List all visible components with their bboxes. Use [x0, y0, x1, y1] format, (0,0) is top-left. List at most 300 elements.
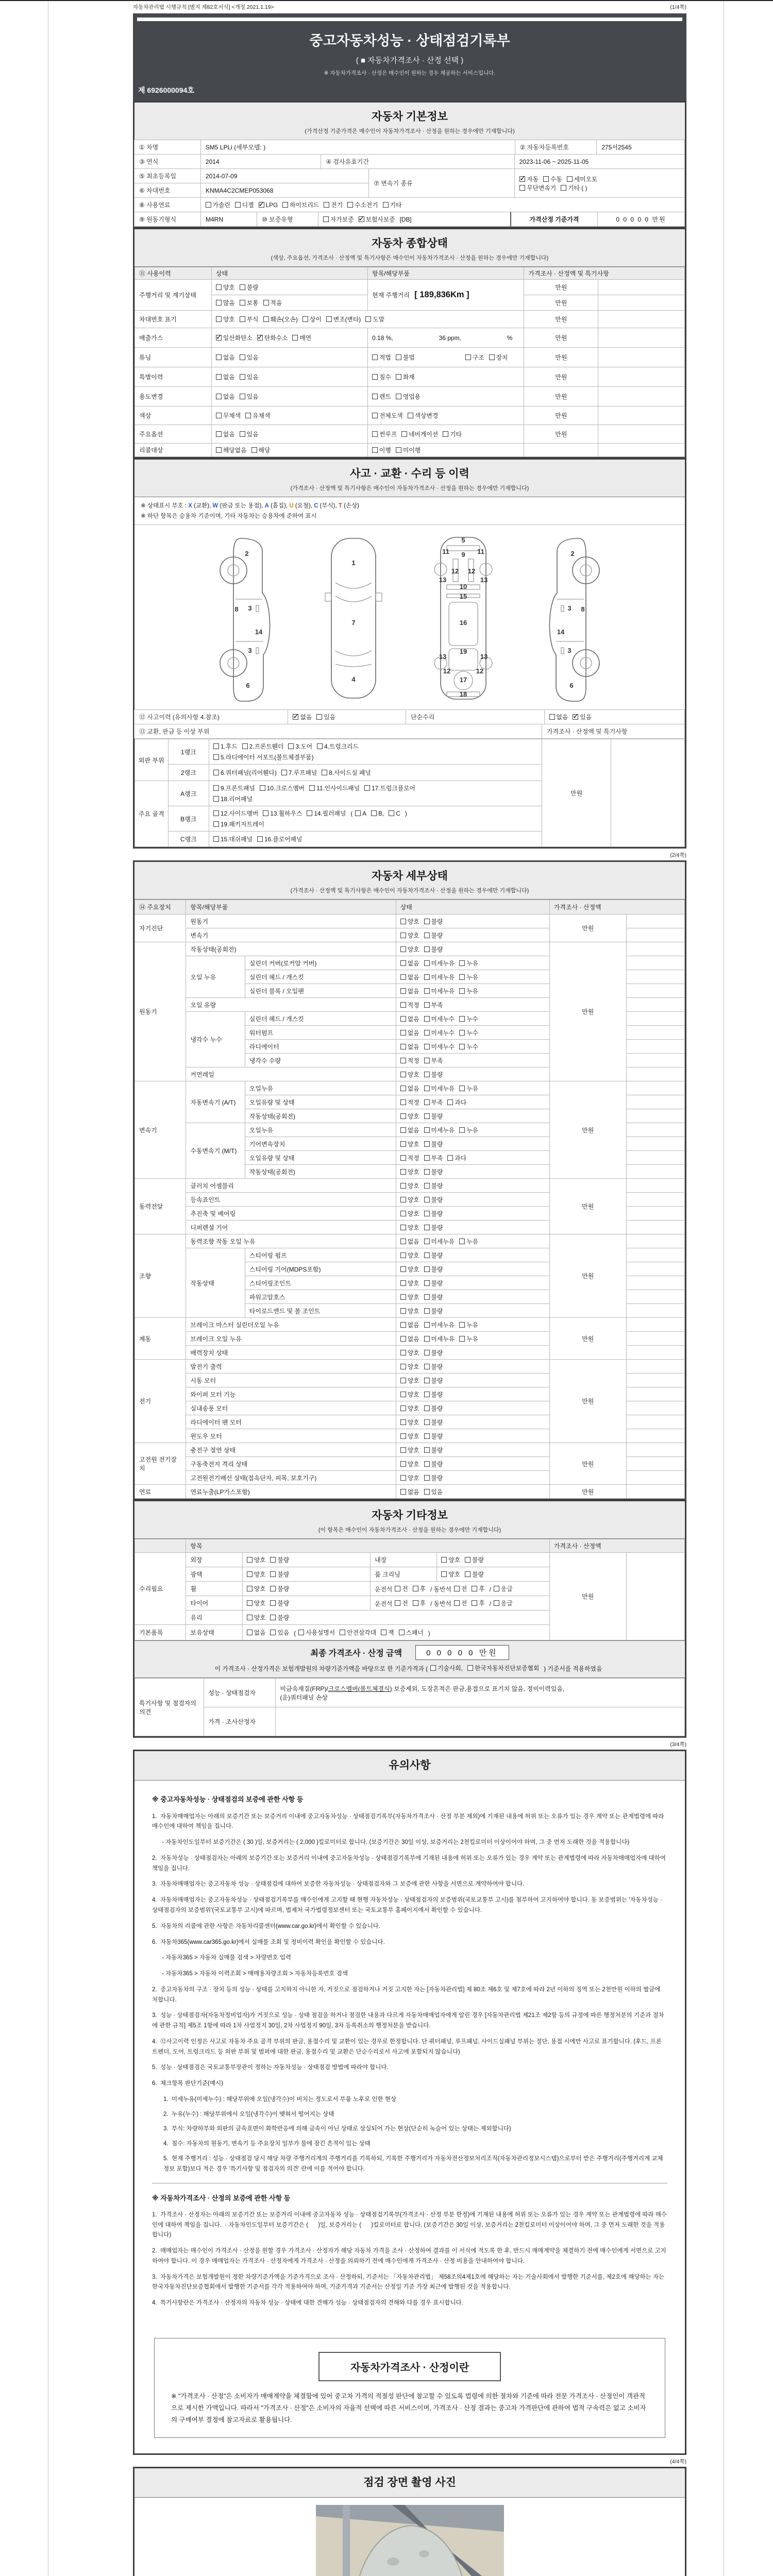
checkbox-option[interactable] — [293, 713, 312, 721]
rankB-items — [209, 806, 542, 832]
checkbox-label: 양호 — [223, 316, 235, 323]
checkbox-icon — [381, 1630, 386, 1635]
checkbox-option[interactable] — [465, 353, 484, 362]
checkbox-option[interactable] — [359, 215, 395, 224]
checkbox-option[interactable] — [213, 794, 253, 803]
checkbox-option[interactable] — [424, 1181, 443, 1190]
checkbox-option[interactable] — [400, 1362, 419, 1371]
checkbox-option[interactable] — [322, 768, 371, 777]
note-cell — [626, 1360, 684, 1374]
checkbox-option[interactable] — [259, 201, 278, 209]
checkbox-label: 양호 — [407, 945, 419, 953]
checkbox-option[interactable] — [413, 1584, 426, 1593]
checkbox-option[interactable] — [400, 1167, 419, 1176]
checkbox-option[interactable] — [447, 1154, 466, 1162]
basic-info-title: 자동차 기본정보 — [372, 111, 448, 123]
checkbox-option[interactable] — [372, 446, 391, 454]
checkbox-option[interactable] — [424, 945, 443, 954]
checkbox-option[interactable] — [383, 200, 402, 209]
checkbox-option[interactable] — [400, 987, 419, 995]
checkbox-option[interactable] — [400, 1376, 419, 1385]
checkbox-icon — [240, 284, 245, 290]
checkbox-option[interactable] — [424, 959, 455, 968]
checkbox-label: 기타 ( ) — [568, 184, 587, 192]
checkbox-option[interactable] — [400, 1293, 419, 1301]
checkbox-option[interactable] — [400, 1001, 419, 1009]
checkbox-icon — [216, 447, 222, 453]
checkbox-option[interactable] — [424, 1042, 455, 1051]
accident-notes — [135, 497, 685, 525]
checkbox-icon — [400, 1419, 406, 1425]
checkbox-option[interactable] — [459, 987, 478, 995]
checkbox-option[interactable] — [489, 353, 508, 362]
checkbox-option[interactable] — [395, 1599, 408, 1607]
checkbox-option[interactable] — [549, 713, 568, 721]
checkbox-option[interactable] — [298, 1628, 335, 1637]
checkbox-option[interactable] — [400, 1460, 419, 1468]
checkbox-option[interactable] — [216, 392, 235, 401]
checkbox-option[interactable] — [424, 1223, 443, 1232]
checkbox-option[interactable] — [240, 283, 259, 292]
document-header — [133, 13, 686, 101]
checkbox-icon — [282, 202, 288, 208]
checkbox-option[interactable] — [400, 1042, 419, 1051]
checkbox-option[interactable] — [400, 1140, 419, 1148]
checkbox-option[interactable] — [400, 931, 419, 940]
checkbox-option[interactable] — [424, 1348, 443, 1357]
checkbox-option[interactable] — [424, 973, 455, 981]
checkbox-option[interactable] — [400, 1404, 419, 1413]
checkbox-option[interactable] — [400, 1126, 419, 1134]
checkbox-option[interactable] — [494, 1584, 513, 1593]
gas-co-value: 0.18 %, — [372, 334, 393, 342]
checkbox-option[interactable] — [400, 1432, 419, 1440]
item-label: 디퍼렌셜 기어 — [186, 1221, 396, 1234]
checkbox-option[interactable] — [263, 809, 302, 818]
checkbox-option[interactable] — [424, 1446, 443, 1454]
checkbox-option[interactable] — [400, 1195, 419, 1204]
checkbox-option[interactable] — [251, 446, 271, 454]
checkbox-option[interactable] — [396, 392, 421, 401]
state-options — [396, 1346, 549, 1360]
checkbox-option[interactable] — [216, 411, 241, 420]
checkbox-icon — [260, 785, 265, 791]
checkbox-option[interactable] — [216, 298, 235, 307]
checkbox-label: 구조 — [472, 354, 484, 361]
checkbox-option[interactable] — [340, 1628, 376, 1637]
checkbox-option[interactable] — [303, 315, 322, 324]
checkbox-option[interactable] — [213, 809, 258, 818]
checkbox-option[interactable] — [257, 333, 288, 342]
checkbox-option[interactable] — [430, 1664, 463, 1672]
checkbox-option[interactable] — [400, 1307, 419, 1315]
checkbox-option[interactable] — [324, 200, 343, 209]
checkbox-label: 있음 — [324, 714, 336, 721]
checkbox-option[interactable] — [424, 1473, 443, 1482]
checkbox-option[interactable] — [467, 1664, 539, 1672]
checkbox-option[interactable] — [263, 315, 298, 324]
checkbox-option[interactable] — [519, 175, 539, 183]
checkbox-option[interactable] — [247, 1613, 266, 1622]
checkbox-option[interactable] — [396, 372, 415, 381]
checkbox-option[interactable] — [400, 1320, 419, 1329]
section-basic-info — [133, 101, 686, 228]
checkbox-option[interactable] — [459, 1320, 478, 1329]
checkbox-option[interactable] — [307, 809, 346, 818]
checkbox-option[interactable] — [399, 1628, 424, 1637]
checkbox-option[interactable] — [270, 1628, 289, 1637]
checkbox-option[interactable] — [216, 372, 235, 381]
row-color-price: 만원 — [524, 406, 598, 425]
checkbox-option[interactable] — [213, 835, 253, 843]
checkbox-option[interactable] — [424, 1126, 455, 1134]
checkbox-option[interactable] — [459, 1334, 478, 1343]
checkbox-option[interactable] — [400, 1181, 419, 1190]
checkbox-option[interactable] — [424, 1001, 443, 1009]
checkbox-label: 적정 — [407, 1098, 419, 1106]
checkbox-option[interactable] — [400, 1265, 419, 1274]
checkbox-option[interactable] — [424, 1432, 443, 1440]
checkbox-option[interactable] — [459, 973, 478, 981]
note-cell — [626, 1290, 684, 1304]
checkbox-option[interactable] — [424, 1154, 443, 1162]
checkbox-option[interactable] — [216, 353, 235, 362]
row-options-item — [368, 425, 524, 444]
notice-line: 1. 미세누유(미세누수) : 해당부위에 오일(냉각수)이 비치는 정도로서 부품 노후로 인한 현상 — [163, 2096, 397, 2103]
checkbox-option[interactable] — [240, 353, 259, 362]
checkbox-option[interactable] — [459, 1014, 478, 1023]
checkbox-label: 누유 — [466, 1321, 478, 1329]
checkbox-option[interactable] — [443, 430, 462, 438]
checkbox-icon — [292, 335, 298, 341]
checkbox-option[interactable] — [424, 1390, 443, 1399]
notice-sec3-items — [152, 2210, 667, 2309]
checkbox-option[interactable] — [400, 1348, 419, 1357]
checkbox-option[interactable] — [400, 1223, 419, 1232]
checkbox-option[interactable] — [364, 784, 415, 792]
checkbox-option[interactable] — [400, 945, 419, 954]
field-car-name-value: SM5 LPLi (세부모델: ) — [200, 140, 515, 155]
checkbox-option[interactable] — [216, 315, 235, 324]
checkbox-icon — [424, 1002, 430, 1008]
checkbox-option[interactable] — [396, 353, 415, 362]
checkbox-option[interactable] — [326, 315, 361, 324]
checkbox-option[interactable] — [400, 973, 419, 981]
checkbox-label: 무채색 — [223, 412, 241, 419]
checkbox-option[interactable] — [400, 1209, 419, 1218]
checkbox-option[interactable] — [424, 1014, 455, 1023]
checkbox-label: 후 — [419, 1585, 426, 1592]
checkbox-option[interactable] — [459, 1237, 478, 1246]
checkbox-label: A — [362, 809, 367, 817]
checkbox-option[interactable] — [424, 1167, 443, 1176]
checkbox-icon — [400, 1086, 406, 1091]
overall-head-usage: ⑪ 사용이력 — [135, 267, 212, 280]
checkbox-label: 있음 — [246, 393, 259, 400]
valuation-definition-box — [154, 2338, 665, 2438]
checkbox-icon — [424, 1127, 430, 1133]
checkbox-option[interactable] — [400, 1251, 419, 1260]
other-table — [135, 1539, 685, 1640]
checkbox-label: 한국자동차진단보증협회 — [474, 1665, 540, 1672]
checkbox-option[interactable] — [372, 372, 391, 381]
checkbox-option[interactable] — [216, 283, 235, 292]
checkbox-option[interactable] — [441, 1555, 460, 1564]
checkbox-option[interactable] — [260, 784, 305, 792]
checkbox-icon — [242, 743, 248, 749]
checkbox-label: 기술사회, — [438, 1665, 463, 1672]
checkbox-option[interactable] — [424, 1140, 443, 1148]
checkbox-option[interactable] — [400, 1098, 419, 1107]
checkbox-option[interactable] — [424, 1195, 443, 1204]
checkbox-option[interactable] — [424, 1487, 443, 1496]
checkbox-option[interactable] — [424, 1251, 443, 1260]
checkbox-option[interactable] — [372, 392, 391, 401]
checkbox-label: 불량 — [431, 1418, 443, 1426]
price-cell: 만원 — [549, 1179, 626, 1234]
checkbox-option[interactable] — [257, 835, 302, 843]
checkbox-label: 보험사보증 — [365, 216, 395, 223]
checkbox-label: 미세누수 — [431, 1043, 455, 1050]
checkbox-option[interactable] — [365, 315, 384, 324]
checkbox-option[interactable] — [424, 1307, 443, 1315]
row-gas-label: 배출가스 — [135, 328, 212, 348]
checkbox-option[interactable] — [400, 1390, 419, 1399]
panel-number: 12 — [443, 667, 451, 675]
row-tuning-note — [598, 348, 685, 367]
checkbox-option[interactable] — [400, 1237, 419, 1246]
checkbox-label: 전체도색 — [379, 412, 403, 419]
checkbox-option[interactable] — [235, 200, 254, 209]
checkbox-option[interactable] — [213, 753, 314, 761]
checkbox-option[interactable] — [247, 1570, 266, 1579]
checkbox-icon — [400, 1141, 406, 1147]
checkbox-option[interactable] — [400, 959, 419, 968]
checkbox-option[interactable] — [424, 1112, 443, 1121]
checkbox-option[interactable] — [216, 446, 247, 454]
checkbox-icon — [400, 1433, 406, 1439]
checkbox-option[interactable] — [424, 1028, 455, 1037]
checkbox-option[interactable] — [459, 1042, 478, 1051]
checkbox-option[interactable] — [213, 742, 238, 751]
field-car-name-label: ① 차명 — [134, 140, 201, 155]
checkbox-option[interactable] — [240, 372, 259, 381]
checkbox-option[interactable] — [317, 742, 359, 751]
checkbox-option[interactable] — [424, 1293, 443, 1301]
checkbox-option[interactable] — [567, 175, 598, 183]
checkbox-icon — [459, 1016, 465, 1022]
checkbox-option[interactable] — [401, 430, 438, 438]
checkbox-option[interactable] — [400, 1028, 419, 1037]
checkbox-option[interactable] — [240, 298, 259, 307]
checkbox-option[interactable] — [454, 1599, 467, 1607]
checkbox-label: 있음 — [246, 354, 259, 361]
checkbox-option[interactable] — [459, 959, 478, 968]
checkbox-option[interactable] — [245, 411, 270, 420]
checkbox-option[interactable] — [347, 200, 378, 209]
checkbox-option[interactable] — [400, 1418, 419, 1427]
checkbox-option[interactable] — [263, 298, 282, 307]
checkbox-option[interactable] — [240, 430, 259, 438]
checkbox-option[interactable] — [323, 215, 354, 224]
checkbox-option[interactable] — [216, 333, 253, 342]
checkbox-option[interactable] — [424, 1404, 443, 1413]
detail-title: 자동차 세부상태 — [372, 870, 448, 883]
checkbox-label: 불량 — [431, 1391, 443, 1398]
price-cell: 만원 — [549, 1234, 626, 1318]
item-label: 실린더 헤드 / 개스킷 — [245, 1012, 396, 1026]
checkbox-option[interactable] — [424, 1070, 443, 1079]
checkbox-option[interactable] — [400, 1446, 419, 1454]
checkbox-option[interactable] — [400, 1014, 419, 1023]
checkbox-option[interactable] — [424, 1237, 455, 1246]
checkbox-option[interactable] — [413, 1599, 426, 1607]
checkbox-option[interactable] — [400, 1084, 419, 1093]
checkbox-option[interactable] — [400, 917, 419, 926]
checkbox-icon — [400, 1294, 406, 1300]
checkbox-option[interactable] — [213, 784, 255, 792]
panel-number: 3 — [248, 604, 252, 613]
checkbox-icon — [259, 202, 264, 208]
checkbox-option[interactable] — [355, 810, 366, 817]
inline-text: ) — [405, 809, 407, 817]
checkbox-label: B, — [378, 809, 384, 817]
checkbox-option[interactable] — [459, 1028, 478, 1037]
stock-options — [242, 1625, 549, 1640]
checkbox-option[interactable] — [372, 411, 403, 420]
checkbox-icon — [424, 1086, 430, 1091]
checkbox-option[interactable] — [400, 1112, 419, 1121]
checkbox-option[interactable] — [424, 1098, 443, 1107]
checkbox-option[interactable] — [459, 1126, 478, 1134]
checkbox-option[interactable] — [472, 1599, 484, 1607]
checkbox-icon — [472, 1586, 477, 1591]
checkbox-option[interactable] — [281, 768, 317, 777]
checkbox-icon — [400, 1239, 406, 1244]
device-label: 연료 — [135, 1485, 186, 1499]
checkbox-icon — [372, 374, 378, 380]
checkbox-option[interactable] — [309, 784, 360, 792]
checkbox-option[interactable] — [424, 1265, 443, 1274]
checkbox-option[interactable] — [270, 1584, 289, 1593]
checkbox-option[interactable] — [441, 1570, 460, 1579]
checkbox-option[interactable] — [424, 987, 455, 995]
checkbox-option[interactable] — [216, 430, 235, 438]
checkbox-option[interactable] — [424, 1460, 443, 1468]
state-options — [396, 1304, 549, 1318]
checkbox-option[interactable] — [247, 1599, 266, 1607]
checkbox-option[interactable] — [459, 1084, 478, 1093]
item-label: 라디에이터 — [245, 1040, 396, 1054]
checkbox-option[interactable] — [424, 917, 443, 926]
row-mileage-price1: 만원 — [524, 280, 598, 295]
checkbox-option[interactable] — [213, 820, 264, 828]
checkbox-label: 6.쿼터패널(리어휀다) — [220, 769, 277, 777]
checkbox-option[interactable] — [270, 1613, 289, 1622]
row-options-price: 만원 — [524, 425, 598, 444]
row-gas-price: 만원 — [524, 328, 598, 348]
checkbox-icon — [288, 743, 294, 749]
field-engine-type-value: M4RN — [200, 212, 257, 227]
checkbox-option[interactable] — [447, 1098, 466, 1107]
checkbox-option[interactable] — [240, 392, 259, 401]
item-label: 오일유량 및 상태 — [245, 1151, 396, 1165]
appraiser-label: 가격 · 조사산정자 — [204, 1707, 276, 1736]
checkbox-option[interactable] — [465, 1555, 484, 1564]
checkbox-option[interactable] — [247, 1628, 266, 1637]
checkbox-option[interactable] — [472, 1584, 484, 1593]
checkbox-option[interactable] — [247, 1584, 266, 1593]
checkbox-option[interactable] — [424, 1418, 443, 1427]
panel-number: 8 — [234, 605, 239, 614]
checkbox-option[interactable] — [400, 1056, 419, 1065]
checkbox-option[interactable] — [424, 1084, 455, 1093]
checkbox-label: 안전삼각대 — [347, 1629, 377, 1637]
checkbox-option[interactable] — [424, 1362, 443, 1371]
checkbox-option[interactable] — [400, 1473, 419, 1482]
checkbox-option[interactable] — [494, 1599, 513, 1607]
checkbox-option[interactable] — [400, 1154, 419, 1162]
checkbox-option[interactable] — [270, 1570, 289, 1579]
checkbox-option[interactable] — [424, 1279, 443, 1287]
checkbox-option[interactable] — [242, 742, 284, 751]
checkbox-option[interactable] — [316, 713, 335, 721]
checkbox-option[interactable] — [213, 768, 277, 777]
checkbox-option[interactable] — [270, 1555, 289, 1564]
checkbox-option[interactable] — [400, 1334, 419, 1343]
checkbox-option[interactable] — [543, 175, 562, 183]
checkbox-label: 미세누수 — [431, 1029, 455, 1037]
checkbox-option[interactable] — [389, 810, 400, 817]
checkbox-option[interactable] — [400, 1070, 419, 1079]
checkbox-option[interactable] — [424, 1209, 443, 1218]
checkbox-option[interactable] — [270, 1599, 289, 1607]
checkbox-option[interactable] — [454, 1584, 467, 1593]
item-label: 작동상태(공회전) — [186, 942, 396, 956]
checkbox-option[interactable] — [424, 1334, 455, 1343]
checkbox-label: 색상변경 — [414, 412, 439, 419]
checkbox-icon — [567, 176, 573, 182]
checkbox-option[interactable] — [408, 411, 439, 420]
item-label: 브레이크 마스터 실린더오일 누유 — [186, 1318, 396, 1332]
checkbox-option[interactable] — [282, 200, 319, 209]
checkbox-option[interactable] — [400, 1279, 419, 1287]
checkbox-option[interactable] — [424, 931, 443, 940]
checkbox-option[interactable] — [573, 713, 592, 721]
checkbox-option[interactable] — [381, 1628, 394, 1637]
checkbox-option[interactable] — [465, 1570, 484, 1579]
checkbox-option[interactable] — [288, 742, 312, 751]
checkbox-option[interactable] — [292, 333, 311, 342]
checkbox-option[interactable] — [519, 183, 556, 192]
checkbox-option[interactable] — [424, 1320, 455, 1329]
checkbox-option[interactable] — [424, 1056, 443, 1065]
checkbox-icon — [400, 1183, 406, 1189]
checkbox-label: 렌트 — [379, 393, 391, 400]
checkbox-option[interactable] — [240, 315, 259, 324]
exchange-parts-price-head: 가격조사 · 산정액 및 특기사항 — [542, 724, 685, 739]
checkbox-option[interactable] — [395, 1584, 408, 1593]
checkbox-option[interactable] — [372, 353, 391, 362]
checkbox-option[interactable] — [206, 200, 230, 209]
checkbox-option[interactable] — [372, 430, 397, 438]
checkbox-option[interactable] — [424, 1376, 443, 1385]
checkbox-option[interactable] — [371, 810, 384, 817]
checkbox-option[interactable] — [400, 1487, 419, 1496]
checkbox-option[interactable] — [247, 1555, 266, 1564]
checkbox-option[interactable] — [396, 446, 421, 454]
checkbox-option[interactable] — [561, 183, 587, 192]
